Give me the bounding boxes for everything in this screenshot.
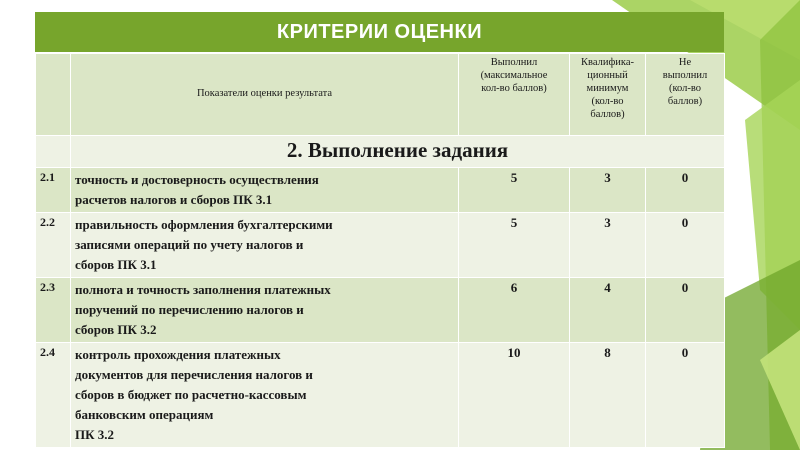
row-description-line: полнота и точность заполнения платежных [75, 282, 331, 297]
row-max-score: 10 [459, 343, 570, 448]
section-num-cell [36, 136, 71, 168]
row-min-score: 8 [570, 343, 646, 448]
header-qualification-line: баллов) [590, 109, 625, 120]
row-description-line: документов для перечисления налогов и [75, 367, 313, 382]
header-num-cell [36, 54, 71, 136]
row-max-score: 5 [459, 168, 570, 213]
table-row [36, 213, 725, 278]
criteria-table [35, 53, 725, 448]
row-description-line: сборов ПК 3.1 [75, 257, 157, 272]
row-min-score: 3 [570, 213, 646, 278]
row-max-score: 5 [459, 213, 570, 278]
header-row [36, 54, 725, 136]
row-description-line: поручений по перечислению налогов и [75, 302, 304, 317]
row-description-line: сборов ПК 3.2 [75, 322, 157, 337]
row-description-line: точность и достоверность осуществления [75, 172, 319, 187]
row-max-score: 6 [459, 278, 570, 343]
header-qualification [570, 54, 646, 136]
header-not-done [646, 54, 725, 136]
table-row [36, 278, 725, 343]
table-row [36, 168, 725, 213]
row-min-score: 3 [570, 168, 646, 213]
row-description [71, 343, 459, 448]
header-not-done-line: (кол-во [668, 83, 702, 94]
row-number: 2.3 [36, 278, 71, 343]
title-bar: КРИТЕРИИ ОЦЕНКИ [35, 12, 724, 52]
row-description-line: контроль прохождения платежных [75, 347, 281, 362]
row-description-line: банковским операциям [75, 407, 214, 422]
row-min-score: 4 [570, 278, 646, 343]
header-qualification-line: (кол-во [591, 96, 624, 107]
row-number: 2.1 [36, 168, 71, 213]
row-number: 2.4 [36, 343, 71, 448]
header-done-line: кол-во баллов) [481, 83, 547, 94]
header-qualification-line: Квалифика- [581, 57, 634, 68]
row-zero-score: 0 [646, 168, 725, 213]
row-description [71, 213, 459, 278]
row-description-line: сборов в бюджет по расчетно-кассовым [75, 387, 307, 402]
row-number: 2.2 [36, 213, 71, 278]
header-not-done-line: Не [678, 57, 692, 68]
section-title: 2. Выполнение задания [71, 136, 725, 168]
row-description-line: записями операций по учету налогов и [75, 237, 304, 252]
header-not-done-line: выполнил [662, 70, 708, 81]
header-done-line: (максимальное [480, 70, 548, 81]
row-zero-score: 0 [646, 343, 725, 448]
row-description-line: правильность оформления бухгалтерскими [75, 217, 333, 232]
header-qualification-line: минимум [586, 83, 629, 94]
header-indicators: Показатели оценки результата [71, 54, 459, 136]
row-description [71, 278, 459, 343]
row-zero-score: 0 [646, 213, 725, 278]
header-done-line: Выполнил [490, 57, 538, 68]
header-qualification-line: ционный [587, 70, 628, 81]
row-zero-score: 0 [646, 278, 725, 343]
row-description-line: ПК 3.2 [75, 427, 115, 442]
table-row [36, 343, 725, 448]
header-done [459, 54, 570, 136]
row-description-line: расчетов налогов и сборов ПК 3.1 [75, 192, 273, 207]
row-description [71, 168, 459, 213]
section-row [36, 136, 725, 168]
header-not-done-line: баллов) [667, 96, 703, 107]
